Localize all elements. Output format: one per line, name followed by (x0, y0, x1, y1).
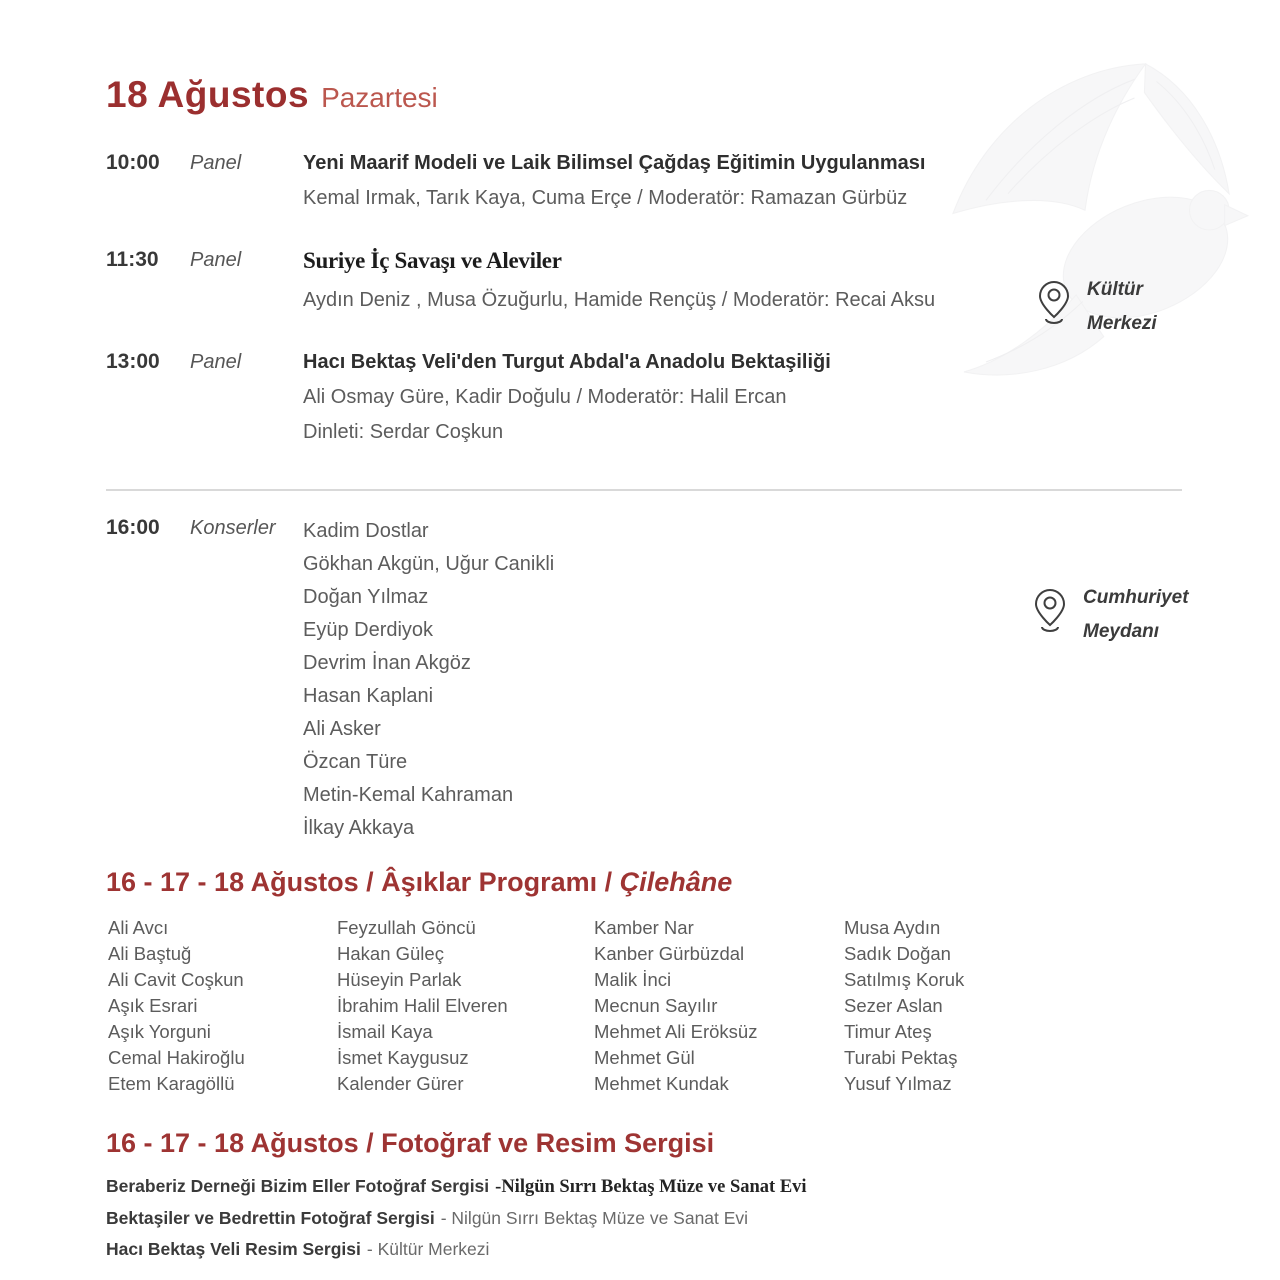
performer-name: Hüseyin Parlak (337, 969, 462, 990)
sergi-section-heading: 16 - 17 - 18 Ağustos / Fotoğraf ve Resim Sergisi (106, 1128, 715, 1158)
concert-artist: Doğan Yılmaz (303, 586, 429, 608)
concert-artist: Hasan Kaplani (303, 685, 434, 707)
sergi-item (106, 1171, 1280, 1203)
sergi-item-venue: -Nilgün Sırrı Bektaş Müze ve Sanat Evi (495, 1177, 807, 1197)
concert-artist: Devrim İnan Akgöz (303, 652, 471, 674)
performer-name: Malik İnci (594, 969, 672, 990)
location-label (1087, 280, 1157, 334)
location-pin-icon (1032, 588, 1068, 634)
location-label (1083, 588, 1189, 642)
section-divider (106, 489, 1182, 491)
concert-artist: Gökhan Akgün, Uğur Canikli (303, 553, 555, 575)
performer-name: Feyzullah Göncü (337, 917, 476, 938)
schedule-row-1300 (106, 349, 1280, 445)
event-time: 16:00 (106, 516, 160, 539)
event-speakers: Kemal Irmak, Tarık Kaya, Cuma Erçe / Moderatör: Ramazan Gürbüz (303, 187, 908, 209)
event-content (303, 349, 1280, 445)
performer-name: Sezer Aslan (844, 995, 943, 1016)
concerts-row (106, 515, 1280, 845)
title-date: 18 Ağustos (106, 74, 310, 115)
event-time: 11:30 (106, 248, 159, 271)
performer-name: Mecnun Sayılır (594, 995, 718, 1016)
sergi-item-title: Beraberiz Derneği Bizim Eller Fotoğraf Sergisi (106, 1176, 490, 1196)
performer-name: Kamber Nar (594, 917, 694, 938)
location-badge-cumhuriyet-meydani (1032, 588, 1189, 642)
event-title: Hacı Bektaş Veli'den Turgut Abdal'a Anadolu Bektaşiliği (303, 351, 831, 373)
event-speakers: Aydın Deniz , Musa Özuğurlu, Hamide Rençüş / Moderatör: Recai Aksu (303, 289, 936, 311)
performer-name: Turabi Pektaş (844, 1047, 958, 1068)
concert-artist: Metin-Kemal Kahraman (303, 784, 514, 806)
sergi-list (106, 1171, 1280, 1265)
schedule-row-1000 (106, 150, 1280, 211)
event-extra: Dinleti: Serdar Coşkun (303, 421, 504, 443)
event-content (303, 150, 1280, 211)
event-type: Panel (190, 152, 242, 174)
performer-name: Timur Ateş (844, 1021, 932, 1042)
performer-name: Musa Aydın (844, 917, 941, 938)
performer-name: Cemal Hakiroğlu (108, 1047, 245, 1068)
performer-name: Kanber Gürbüzdal (594, 943, 745, 964)
event-time: 10:00 (106, 151, 160, 174)
asiklar-heading-venue: Çilehâne (619, 867, 733, 897)
performer-name: Aşık Yorguni (108, 1021, 211, 1042)
performer-name: Hakan Güleç (337, 943, 444, 964)
performer-name: İbrahim Halil Elveren (337, 995, 508, 1016)
concert-artist: İlkay Akkaya (303, 817, 415, 839)
concert-artist: Özcan Türe (303, 751, 408, 773)
asiklar-section-heading (106, 865, 1280, 899)
asiklar-column-4 (844, 915, 1280, 1097)
asiklar-column-1 (108, 915, 337, 1097)
performer-name: Mehmet Ali Eröksüz (594, 1021, 758, 1042)
performer-name: İsmail Kaya (337, 1021, 433, 1042)
sergi-item-title: Bektaşiler ve Bedrettin Fotoğraf Sergisi (106, 1208, 435, 1228)
performer-name: Sadık Doğan (844, 943, 951, 964)
asiklar-name-grid (106, 915, 1280, 1097)
sergi-item-title: Hacı Bektaş Veli Resim Sergisi (106, 1239, 361, 1259)
event-type: Konserler (190, 517, 276, 539)
title-day: Pazartesi (321, 82, 438, 113)
asiklar-column-2 (337, 915, 594, 1097)
location-line: Meydanı (1083, 621, 1160, 642)
performer-name: Yusuf Yılmaz (844, 1073, 952, 1094)
event-type: Panel (190, 351, 242, 373)
location-line: Kültür (1087, 279, 1143, 300)
sergi-item (106, 1203, 1280, 1234)
sergi-item (106, 1234, 1280, 1265)
performer-name: Aşık Esrari (108, 995, 198, 1016)
performer-name: Satılmış Koruk (844, 969, 965, 990)
performer-name: Etem Karagöllü (108, 1073, 235, 1094)
performer-name: Kalender Gürer (337, 1073, 464, 1094)
event-title: Suriye İç Savaşı ve Aleviler (303, 248, 562, 273)
performer-name: Mehmet Kundak (594, 1073, 729, 1094)
performer-name: İsmet Kaygusuz (337, 1047, 469, 1068)
event-time: 13:00 (106, 350, 160, 373)
concert-artist-list (303, 515, 1280, 845)
event-speakers: Ali Osmay Güre, Kadir Doğulu / Moderatör: Halil Ercan (303, 386, 787, 408)
performer-name: Ali Baştuğ (108, 943, 192, 964)
location-line: Cumhuriyet (1083, 587, 1189, 608)
performer-name: Mehmet Gül (594, 1047, 695, 1068)
performer-name: Ali Cavit Coşkun (108, 969, 244, 990)
concert-artist: Ali Asker (303, 718, 381, 740)
concert-artist: Kadim Dostlar (303, 520, 429, 542)
event-type: Panel (190, 249, 242, 271)
location-line: Merkezi (1087, 313, 1157, 334)
concert-artist: Eyüp Derdiyok (303, 619, 434, 641)
performer-name: Ali Avcı (108, 917, 169, 938)
sergi-item-venue: - Kültür Merkezi (366, 1239, 490, 1259)
asiklar-column-3 (594, 915, 844, 1097)
asiklar-heading-text: 16 - 17 - 18 Ağustos / Âşıklar Programı / (106, 867, 620, 897)
location-pin-icon (1036, 280, 1072, 326)
sergi-item-venue: - Nilgün Sırrı Bektaş Müze ve Sanat Evi (440, 1208, 749, 1228)
event-title: Yeni Maarif Modeli ve Laik Bilimsel Çağdaş Eğitimin Uygulanması (303, 152, 926, 174)
location-badge-kultur-merkezi (1036, 280, 1157, 334)
